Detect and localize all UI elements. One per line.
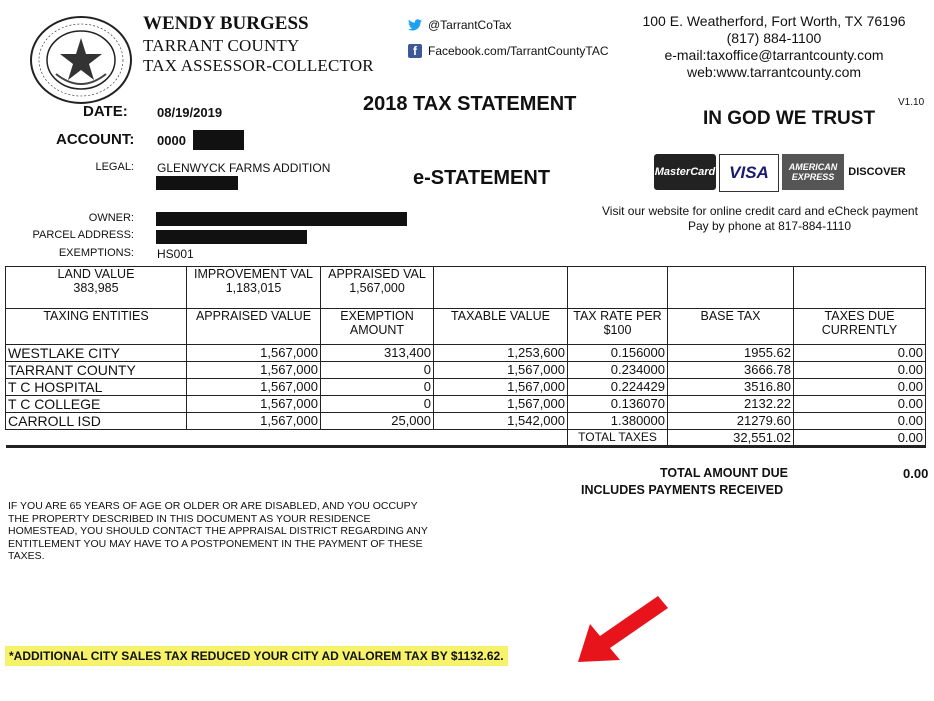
twitter-link[interactable] [408, 18, 512, 32]
office-email[interactable]: e-mail:taxoffice@tarrantcounty.com [664, 47, 884, 63]
includes-payments-label: INCLUDES PAYMENTS RECEIVED [581, 483, 784, 497]
base-tax-cell: 21279.60 [668, 413, 794, 430]
table-row [6, 362, 926, 379]
payment-instructions: Visit our website for online credit card and eCheck payment [602, 204, 918, 218]
redaction-block [156, 176, 238, 190]
taxable-cell: 1,567,000 [434, 362, 568, 379]
appraised-cell: 1,567,000 [187, 362, 321, 379]
county-seal-logo [26, 14, 136, 106]
tax-table [5, 266, 926, 448]
total-amount-due-label: TOTAL AMOUNT DUE [660, 466, 789, 480]
due-cell: 0.00 [794, 362, 926, 379]
contact-block [624, 13, 924, 81]
total-taxes-label: TOTAL TAXES [568, 430, 668, 447]
owner-label: OWNER: [88, 212, 134, 224]
entity-name: WESTLAKE CITY [6, 345, 187, 362]
twitter-icon [408, 19, 422, 31]
total-spacer [6, 430, 568, 447]
redaction-block [193, 130, 244, 150]
taxable-cell: 1,567,000 [434, 379, 568, 396]
postponement-notice: IF YOU ARE 65 YEARS OF AGE OR OLDER OR ARE DISABLED, AND YOU OCCUPY THE PROPERTY DESCRIBED IN THIS DOCUMENT AS YOUR RESIDENCE HOMESTEAD, YOU SHOULD CONTACT THE APPRAISAL DISTRICT REGARDING ANY ENTITLEMENT YOU MAY HAVE TO A POSTPONEMENT IN THE PAYMENT OF THESE TAXES. [8, 500, 428, 562]
column-header: TAXES DUE CURRENTLY [794, 309, 926, 345]
exemptions-label: EXEMPTIONS: [58, 247, 134, 259]
exemption-cell: 25,000 [321, 413, 434, 430]
appraised-cell: 1,567,000 [187, 379, 321, 396]
column-header: TAXING ENTITIES [6, 309, 187, 345]
highlighted-sales-tax-note: *ADDITIONAL CITY SALES TAX REDUCED YOUR CITY AD VALOREM TAX BY $1132.62. [5, 646, 508, 666]
red-arrow-icon [572, 590, 672, 668]
column-header: BASE TAX [668, 309, 794, 345]
empty-cell [794, 267, 926, 309]
table-row [6, 413, 926, 430]
due-cell: 0.00 [794, 396, 926, 413]
column-header: APPRAISED VALUE [187, 309, 321, 345]
total-row [6, 430, 926, 447]
legal-value: GLENWYCK FARMS ADDITION [157, 161, 331, 175]
entity-name: T C COLLEGE [6, 396, 187, 413]
taxable-cell: 1,253,600 [434, 345, 568, 362]
account-label: ACCOUNT: [56, 131, 135, 148]
base-tax-cell: 3516.80 [668, 379, 794, 396]
version-label: V1.10 [898, 97, 925, 108]
account-value: 0000 [157, 133, 186, 148]
total-base-tax: 32,551.02 [668, 430, 794, 447]
parcel-address-label: PARCEL ADDRESS: [32, 229, 134, 241]
entity-name: TARRANT COUNTY [6, 362, 187, 379]
value-summary-row [6, 267, 926, 309]
column-header: TAX RATE PER $100 [568, 309, 668, 345]
column-header: EXEMPTION AMOUNT [321, 309, 434, 345]
improvement-value-cell [187, 267, 321, 309]
statement-title: 2018 TAX STATEMENT [363, 93, 577, 115]
redaction-block [156, 212, 407, 226]
office-address: 100 E. Weatherford, Fort Worth, TX 76196 [642, 13, 906, 29]
payment-cards [654, 154, 907, 192]
entity-name: CARROLL ISD [6, 413, 187, 430]
visa-logo: VISA [719, 154, 779, 192]
land-value-cell [6, 267, 187, 309]
empty-cell [568, 267, 668, 309]
rate-cell: 0.156000 [568, 345, 668, 362]
table-row [6, 345, 926, 362]
exemption-cell: 0 [321, 396, 434, 413]
table-header-row [6, 309, 926, 345]
phone-payment: Pay by phone at 817-884-1110 [688, 219, 852, 233]
legal-label: LEGAL: [95, 161, 134, 173]
county-name: TARRANT COUNTY [143, 36, 300, 55]
table-row [6, 396, 926, 413]
office-phone: (817) 884-1100 [726, 30, 822, 46]
amex-logo: AMERICAN EXPRESS [782, 154, 844, 190]
taxable-cell: 1,567,000 [434, 396, 568, 413]
facebook-url: Facebook.com/TarrantCountyTAC [428, 44, 609, 58]
facebook-icon: f [408, 44, 422, 58]
total-amount-due: 0.00 [903, 466, 929, 481]
improvement-value-label: IMPROVEMENT VAL [193, 267, 313, 281]
total-due: 0.00 [794, 430, 926, 447]
exemption-cell: 0 [321, 362, 434, 379]
appraised-cell: 1,567,000 [187, 345, 321, 362]
exemption-cell: 0 [321, 379, 434, 396]
land-value-label: LAND VALUE [57, 267, 135, 281]
rate-cell: 0.234000 [568, 362, 668, 379]
entity-name: T C HOSPITAL [6, 379, 187, 396]
empty-cell [668, 267, 794, 309]
discover-logo: DISCOVER [847, 154, 907, 190]
estatement-label: e-STATEMENT [413, 167, 551, 189]
table-row [6, 379, 926, 396]
appraised-cell: 1,567,000 [187, 396, 321, 413]
taxable-cell: 1,542,000 [434, 413, 568, 430]
rate-cell: 0.224429 [568, 379, 668, 396]
due-cell: 0.00 [794, 345, 926, 362]
date-value: 08/19/2019 [157, 105, 223, 120]
appraised-cell: 1,567,000 [187, 413, 321, 430]
appraised-value-label: APPRAISED VAL [328, 267, 426, 281]
motto: IN GOD WE TRUST [703, 108, 876, 129]
office-name: TAX ASSESSOR-COLLECTOR [143, 56, 374, 75]
facebook-link[interactable] [408, 44, 609, 58]
appraised-value-cell [321, 267, 434, 309]
twitter-handle: @TarrantCoTax [428, 18, 512, 32]
mastercard-logo: MasterCard [654, 154, 716, 190]
base-tax-cell: 3666.78 [668, 362, 794, 379]
land-value: 383,985 [73, 281, 119, 295]
base-tax-cell: 2132.22 [668, 396, 794, 413]
exemption-cell: 313,400 [321, 345, 434, 362]
rate-cell: 1.380000 [568, 413, 668, 430]
empty-cell [434, 267, 568, 309]
exemptions-value: HS001 [157, 247, 194, 261]
base-tax-cell: 1955.62 [668, 345, 794, 362]
due-cell: 0.00 [794, 413, 926, 430]
appraised-value: 1,567,000 [349, 281, 405, 295]
date-label: DATE: [83, 103, 128, 120]
office-web[interactable]: web:www.tarrantcounty.com [686, 64, 862, 80]
due-cell: 0.00 [794, 379, 926, 396]
redaction-block [156, 230, 307, 244]
column-header: TAXABLE VALUE [434, 309, 568, 345]
improvement-value: 1,183,015 [225, 281, 282, 295]
rate-cell: 0.136070 [568, 396, 668, 413]
assessor-name: WENDY BURGESS [143, 13, 309, 34]
